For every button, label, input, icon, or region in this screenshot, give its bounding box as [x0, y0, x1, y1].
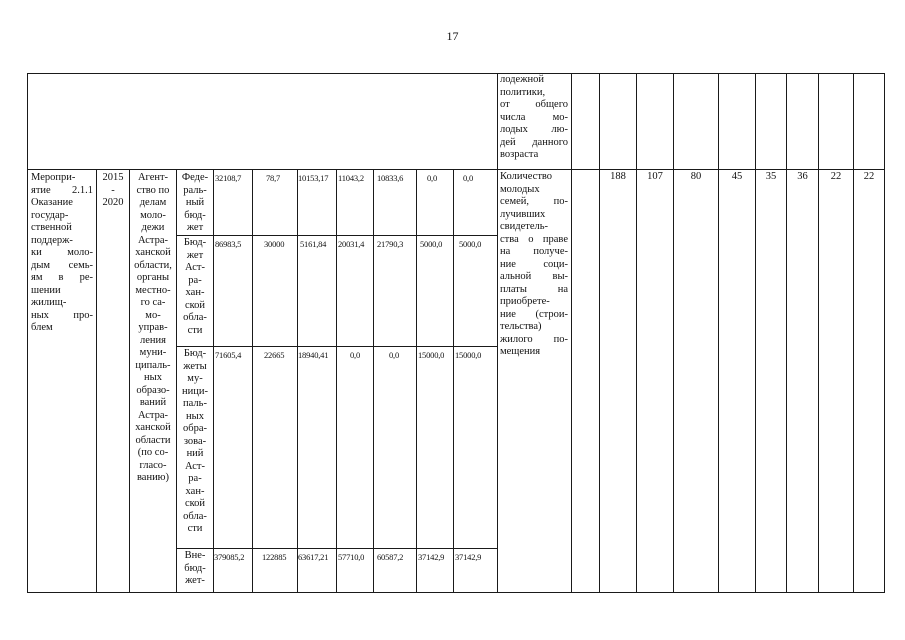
text-line: местно- — [135, 284, 171, 296]
funding-value: 60587,2 — [377, 552, 404, 562]
text-line: сти — [187, 324, 203, 336]
text-line: ской — [184, 299, 206, 311]
text-line: 2015 — [102, 172, 124, 183]
indicator-value: 36 — [797, 171, 808, 182]
text-line: тельства) — [500, 321, 542, 332]
text-line: мо- — [145, 309, 161, 321]
funding-value: 78,7 — [266, 173, 281, 183]
indicator-value: 35 — [765, 171, 777, 182]
funding-value: 11043,2 — [338, 173, 364, 183]
funding-source-federal — [177, 172, 213, 235]
funding-value: 37142,9 — [455, 552, 482, 562]
text-line: зова- — [183, 435, 207, 447]
text-line: ници- — [182, 385, 208, 397]
text-line: ных про- — [31, 309, 93, 321]
text-line: платы на — [500, 283, 568, 295]
text-line: мещения — [500, 346, 541, 357]
text-line: свидетель- — [500, 221, 549, 232]
text-line: ных — [186, 410, 204, 422]
text-line: - — [111, 184, 115, 196]
text-line: Агент- — [137, 172, 169, 183]
indicator-value: 22 — [863, 171, 875, 182]
indicator-continuation — [500, 74, 568, 162]
text-line: органы — [136, 272, 170, 283]
text-line: ра- — [188, 274, 202, 286]
indicator-value: 188 — [610, 171, 626, 182]
indicator-name — [500, 171, 568, 359]
text-line: ления — [140, 334, 166, 346]
text-line: ных — [144, 372, 162, 383]
text-line: Оказание — [31, 197, 73, 208]
text-line: 2020 — [102, 197, 124, 208]
funding-value: 71605,4 — [215, 350, 242, 360]
text-line: ханской — [135, 422, 171, 433]
text-line: жет — [186, 222, 204, 233]
funding-value: 57710,0 — [338, 552, 365, 562]
text-line: на получе- — [500, 246, 568, 257]
text-line: обла- — [183, 312, 207, 323]
text-line: жет- — [185, 575, 205, 586]
funding-value: 32108,7 — [215, 173, 242, 183]
text-line: возраста — [500, 149, 539, 160]
text-line: лодых лю- — [500, 124, 568, 135]
text-line: ханской — [135, 247, 171, 258]
text-line: моло- — [140, 209, 166, 221]
page-number: 17 — [446, 29, 459, 43]
funding-value: 18940,41 — [298, 350, 329, 360]
text-line: Феде- — [181, 172, 209, 183]
text-line: области, — [134, 259, 172, 271]
text-line: шении — [31, 284, 61, 296]
text-line: Бюд- — [183, 237, 207, 248]
funding-value: 5161,84 — [300, 239, 327, 249]
text-line: ятие 2.1.1 — [31, 184, 93, 196]
text-line: раль- — [183, 184, 207, 196]
activity-name — [31, 172, 93, 335]
indicator-value: 107 — [647, 171, 663, 182]
funding-value: 15000,0 — [418, 350, 445, 360]
text-line: делам — [139, 197, 167, 208]
funding-value: 379085,2 — [214, 552, 245, 562]
indicator-value: 22 — [830, 171, 842, 182]
funding-value: 22665 — [264, 350, 285, 360]
text-line: ра- — [188, 473, 202, 484]
text-line: обра- — [183, 423, 207, 434]
text-line: поддерж- — [31, 234, 73, 246]
text-line: Аст- — [184, 460, 206, 472]
text-line: числа мо- — [500, 111, 568, 123]
text-line: Меропри- — [31, 172, 76, 183]
text-line: хан- — [185, 287, 205, 298]
funding-value: 20031,4 — [338, 239, 365, 249]
funding-value: 5000,0 — [420, 239, 443, 249]
text-line: блем — [31, 322, 53, 333]
text-line: Вне- — [184, 550, 206, 561]
text-line: управ- — [138, 322, 168, 333]
funding-value: 122885 — [262, 552, 287, 562]
text-line: Бюд- — [183, 348, 207, 359]
indicator-value: 45 — [731, 171, 743, 182]
text-line: (по со- — [137, 447, 169, 458]
text-line: ства о праве — [500, 233, 568, 245]
text-line: хан- — [185, 485, 205, 497]
funding-value: 15000,0 — [455, 350, 482, 360]
text-line: муни- — [139, 347, 167, 358]
text-line: обла- — [183, 510, 207, 522]
text-line: бюд- — [184, 562, 206, 574]
indicator-value: 80 — [690, 171, 702, 182]
funding-value: 5000,0 — [459, 239, 482, 249]
funding-value: 30000 — [264, 239, 285, 249]
funding-value: 10833,6 — [377, 173, 404, 183]
text-line: жилого по- — [500, 333, 568, 345]
text-line: альной вы- — [500, 271, 568, 282]
funding-source-municipal — [177, 348, 213, 536]
period — [97, 172, 129, 210]
funding-source-regional — [177, 237, 213, 337]
funding-value: 0,0 — [350, 350, 361, 360]
funding-value: 63617,21 — [298, 552, 329, 562]
text-line: ки моло- — [31, 247, 93, 258]
text-line: ственной — [31, 222, 72, 233]
executor — [130, 172, 176, 485]
text-line: лодежной — [500, 74, 544, 85]
text-line: семей, по- — [500, 196, 568, 207]
text-line: го са- — [140, 297, 166, 308]
text-line: Астра- — [137, 234, 169, 246]
text-line: ям в ре- — [31, 272, 93, 283]
funding-value: 0,0 — [463, 173, 474, 183]
text-line: жет — [186, 249, 204, 261]
text-line: жилищ- — [31, 297, 67, 308]
funding-value: 10153,17 — [298, 173, 329, 183]
text-line: ванию) — [136, 472, 170, 483]
text-line: молодых — [500, 183, 540, 195]
text-line: государ- — [31, 209, 69, 221]
text-line: дым семь- — [31, 259, 93, 271]
text-line: Аст- — [184, 262, 206, 273]
funding-value: 0,0 — [389, 350, 400, 360]
text-line: сти — [187, 523, 203, 534]
text-line: ваний — [139, 397, 167, 408]
text-line: Количество — [500, 171, 553, 182]
text-line: ние соци- — [500, 258, 568, 270]
text-line: жеты — [183, 360, 207, 372]
text-line: ство по — [136, 184, 170, 196]
text-line: образо- — [136, 384, 170, 396]
text-line: Астра- — [137, 409, 169, 421]
funding-value: 37142,9 — [418, 552, 445, 562]
funding-value: 0,0 — [427, 173, 438, 183]
text-line: бюд- — [184, 209, 206, 221]
text-line: ципаль- — [135, 359, 171, 371]
text-line: ской — [184, 498, 206, 509]
text-line: ный — [185, 197, 205, 208]
text-line: дежи — [141, 222, 165, 233]
funding-source-extrabudget — [177, 550, 213, 588]
funding-value: 86983,5 — [215, 239, 242, 249]
text-line: политики, — [500, 86, 546, 98]
text-line: гласо- — [139, 459, 167, 471]
text-line: области — [135, 434, 171, 446]
text-line: лучивших — [500, 208, 546, 220]
text-line: приобрете- — [500, 296, 550, 307]
text-line: ние (строи- — [500, 308, 568, 320]
text-line: дей данного — [500, 136, 568, 148]
text-line: ний — [186, 448, 204, 459]
text-line: му- — [187, 373, 203, 384]
text-line: от общего — [500, 99, 568, 110]
text-line: паль- — [183, 398, 207, 409]
funding-value: 21790,3 — [377, 239, 404, 249]
